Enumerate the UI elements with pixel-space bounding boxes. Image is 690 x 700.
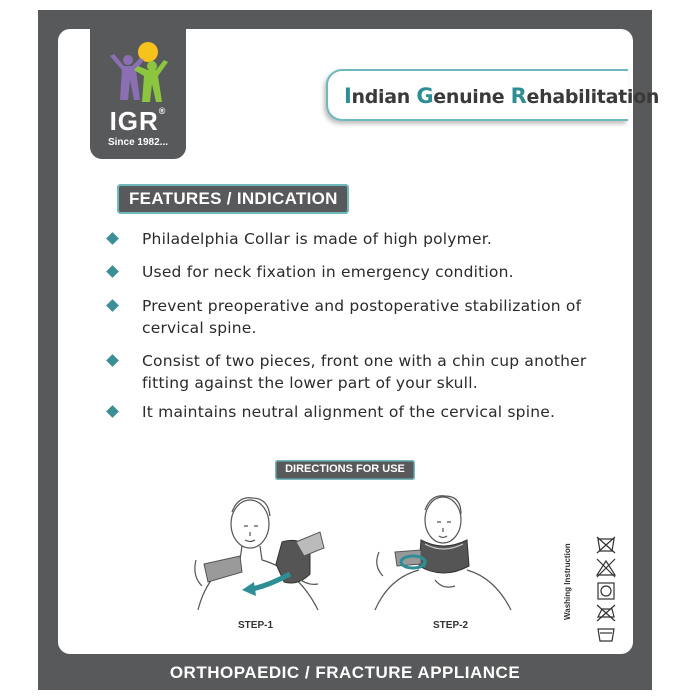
wash-30-icon — [598, 629, 614, 641]
features-heading-badge — [117, 184, 349, 214]
step-1-illustration — [178, 490, 338, 615]
logo-text: IGR — [109, 106, 159, 136]
feature-text: It maintains neutral alignment of the cervical spine. — [142, 403, 556, 421]
brand-word-g: enuine — [433, 86, 511, 108]
brand-banner — [326, 69, 660, 121]
no-bleach-icon — [597, 559, 615, 577]
registered-mark: ® — [158, 106, 167, 116]
logo-since: Since 1982... — [107, 137, 169, 148]
igr-logo — [90, 26, 186, 159]
brand-name — [344, 84, 659, 108]
footer-text: ORTHOPAEDIC / FRACTURE APPLIANCE — [169, 663, 521, 682]
features-heading: FEATURES / INDICATION — [129, 189, 338, 208]
feature-text: Prevent preoperative and postoperative stabilization of cervical spine. — [142, 297, 582, 337]
brand-cap-g: G — [416, 84, 434, 108]
footer-bar — [38, 654, 652, 690]
no-wash-icon — [597, 537, 615, 553]
no-tumble-dry-icon — [598, 583, 614, 599]
feature-text: Philadelphia Collar is made of high polymer. — [142, 230, 492, 248]
brand-word-r: ehabilitation — [526, 86, 660, 108]
brand-cap-i: I — [344, 84, 352, 108]
directions-heading: DIRECTIONS FOR USE — [285, 463, 405, 475]
step-2-illustration — [355, 490, 525, 615]
feature-text: Used for neck fixation in emergency condition. — [142, 263, 514, 281]
feature-text: Consist of two pieces, front one with a chin cup another fitting against the lower part of your skull. — [142, 352, 587, 392]
washing-instruction-icons — [590, 535, 624, 645]
directions-heading-badge — [275, 460, 415, 480]
no-iron-icon — [597, 605, 615, 621]
washing-instruction-label: Washing Instruction — [563, 543, 572, 620]
brand-word-i: ndian — [351, 86, 417, 108]
step-2-label: STEP-2 — [433, 620, 469, 631]
brand-cap-r: R — [510, 84, 527, 108]
people-logo-icon — [104, 40, 172, 106]
step-1-label: STEP-1 — [238, 620, 274, 631]
